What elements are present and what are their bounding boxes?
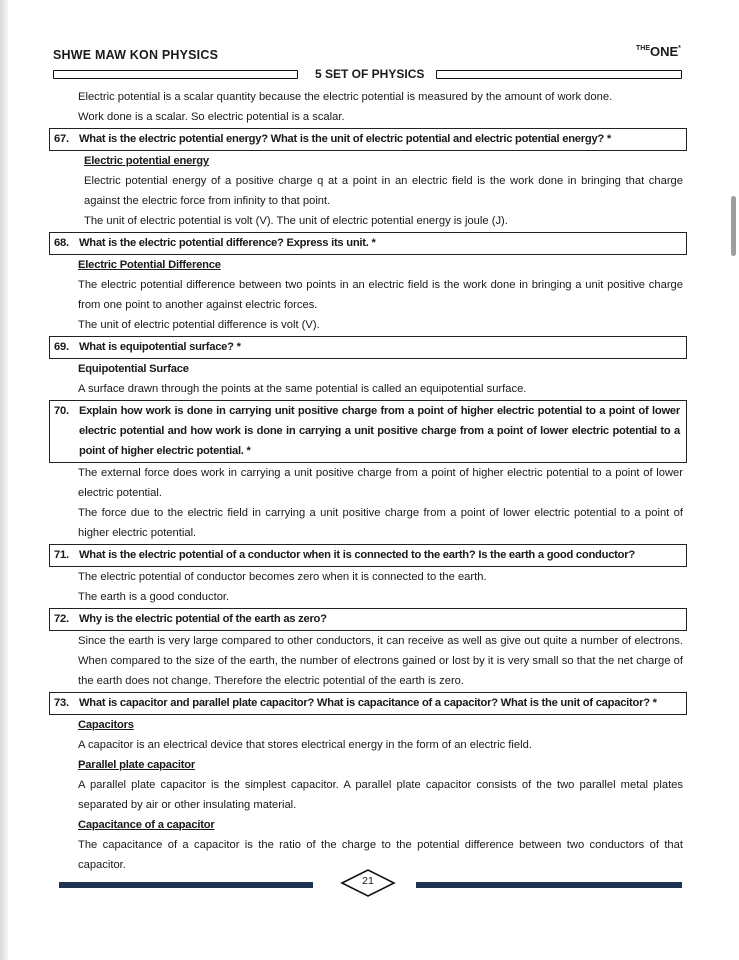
intro-line: Work done is a scalar. So electric potential is a scalar. [78,111,345,123]
answer-heading: Electric Potential Difference [78,259,221,271]
brand-prefix: THE [636,45,650,52]
question-number: 67. [54,133,69,145]
footer-bar-right [416,882,682,888]
intro-line: Electric potential is a scalar quantity because the electric potential is measured by the amount of work done. [78,91,613,103]
question-number: 69. [54,341,69,353]
question-text: What is equipotential surface? * [79,341,241,353]
answer-heading: Equipotential Surface [78,363,189,375]
question-number: 72. [54,613,69,625]
question-text: What is capacitor and parallel plate capacitor? What is capacitance of a capacitor? What is the unit of capacitor? * [79,697,657,709]
page-content [49,87,687,875]
answer-paragraph: A parallel plate capacitor is the simplest capacitor. A parallel plate capacitor consists of the two parallel metal plates separated by air or other insulating material. [78,779,683,811]
brand-name: ONE [650,44,679,59]
header-title: SHWE MAW KON PHYSICS [53,48,219,62]
question-number: 71. [54,549,69,561]
answer-paragraph: The electric potential of conductor becomes zero when it is connected to the earth. [78,571,487,583]
answer-heading: Electric potential energy [84,155,209,167]
footer-bar-left [59,882,313,888]
answer-heading: Capacitance of a capacitor [78,819,215,831]
answer-paragraph: The electric potential difference between two points in an electric field is the work done in bringing a unit positive charge from one point to another against electric forces. [78,279,683,311]
title-bar-right [436,70,682,79]
brand-logo [636,44,681,59]
title-bar-left [53,70,298,79]
scrollbar-thumb[interactable] [731,196,736,256]
question-text: Why is the electric potential of the earth as zero? [79,613,327,625]
question-70 [49,400,687,463]
question-text: What is the electric potential of a conductor when it is connected to the earth? Is the earth a good conductor? [79,549,635,561]
answer-heading: Parallel plate capacitor [78,759,196,771]
page-edge-shadow [0,0,8,960]
question-73 [49,692,687,715]
answer-paragraph: A capacitor is an electrical device that stores electrical energy in the form of an electric field. [78,739,532,751]
question-text: Explain how work is done in carrying unit positive charge from a point of higher electric potential to a point of lower electric potential and how work is done in carrying a unit positive charge from a point of lower electric potential to a point of higher electric potential. * [79,405,680,457]
answer-paragraph: A surface drawn through the points at the same potential is called an equipotential surface. [78,383,527,395]
answer-paragraph: Since the earth is very large compared to other conductors, it can receive as well as give out quite a number of electrons. When compared to the size of the earth, the number of electrons gained or lost by it is very small so that the net charge of the earth does not change. Therefore the electric potential of the earth is zero. [78,635,683,687]
page-number: 21 [362,875,374,887]
brand-star: * [678,45,681,52]
question-number: 70. [54,405,69,417]
page-footer [0,868,739,904]
question-text: What is the electric potential energy? What is the unit of electric potential and electric potential energy? * [79,133,611,145]
answer-paragraph: The force due to the electric field in carrying a unit positive charge from a point of lower electric potential to a point of higher electric potential. [78,507,683,539]
section-title: 5 SET OF PHYSICS [315,67,425,81]
question-72 [49,608,687,631]
question-69 [49,336,687,359]
answer-paragraph: The unit of electric potential is volt (V). The unit of electric potential energy is joule (J). [84,215,508,227]
answer-heading: Capacitors [78,719,134,731]
question-text: What is the electric potential difference? Express its unit. * [79,237,376,249]
intro-paragraph [78,87,683,127]
section-title-row [53,68,683,84]
question-number: 68. [54,237,69,249]
answer-paragraph: Electric potential energy of a positive charge q at a point in an electric field is the work done in bringing that charge against the electric force from infinity to that point. [84,175,683,207]
answer-paragraph: The capacitance of a capacitor is the ratio of the charge to the potential difference between two conductors of that capacitor. [78,839,683,871]
question-71 [49,544,687,567]
question-67 [49,128,687,151]
answer-paragraph: The unit of electric potential difference is volt (V). [78,319,320,331]
question-number: 73. [54,697,69,709]
question-68 [49,232,687,255]
answer-paragraph: The earth is a good conductor. [78,591,230,603]
answer-paragraph: The external force does work in carrying a unit positive charge from a point of higher electric potential to a point of lower electric potential. [78,467,683,499]
